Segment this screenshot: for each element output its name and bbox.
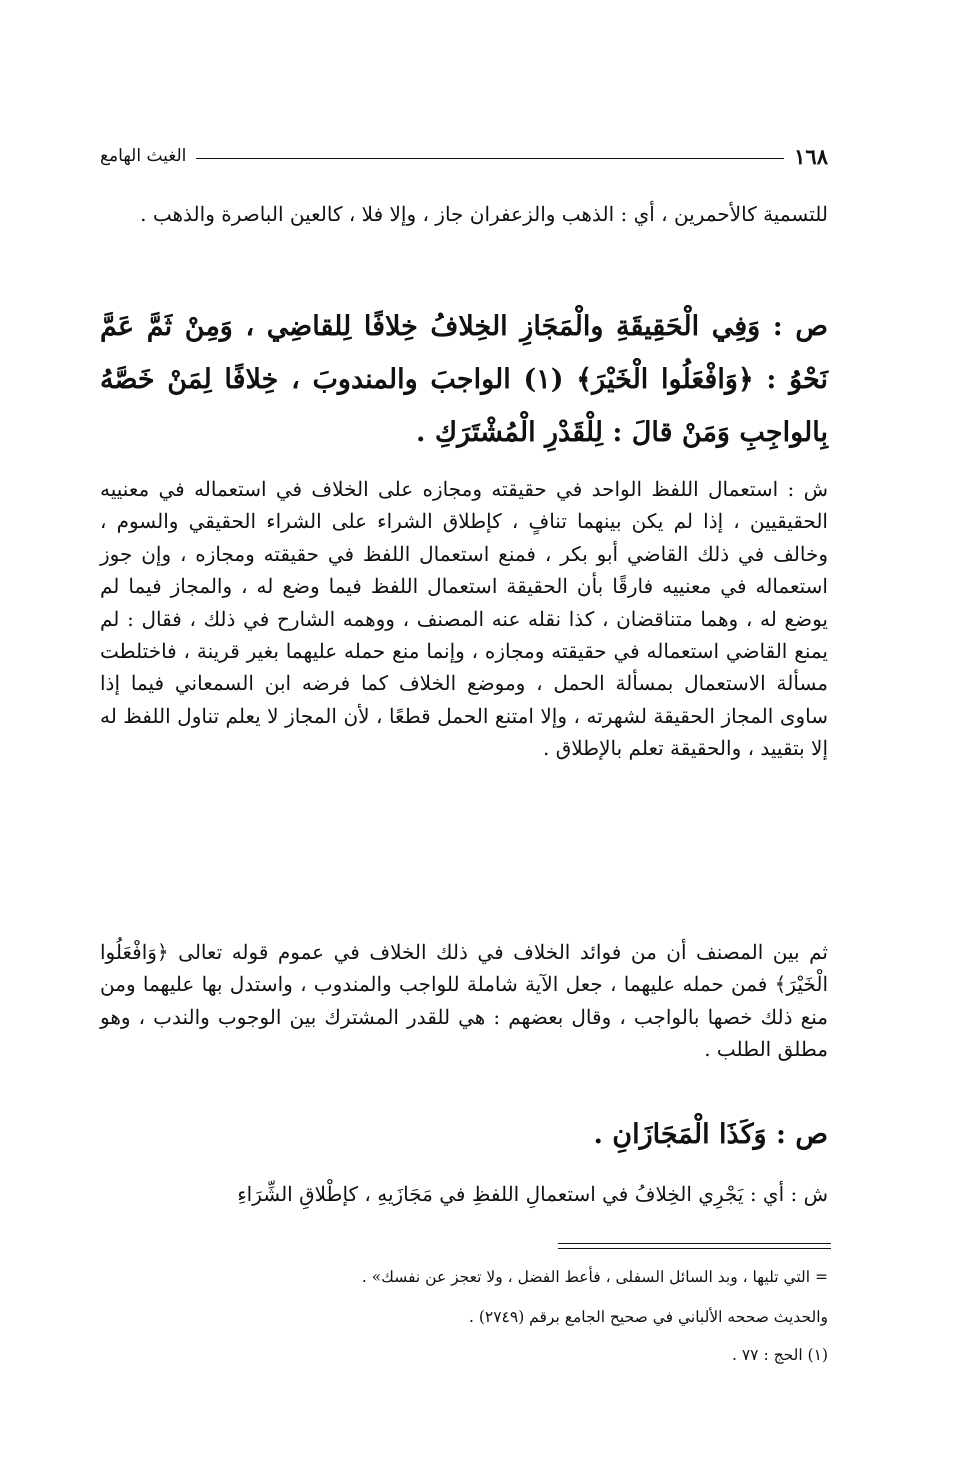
running-header bbox=[100, 144, 828, 168]
footnote-continuation: = التي تليها ، وبد السائل السفلى ، فأعط الفضل ، ولا تعجز عن نفسك» . bbox=[361, 1268, 828, 1286]
footnote-rule bbox=[558, 1248, 831, 1249]
commentary-paragraph-2: ش : استعمال اللفظ الواحد في حقيقته ومجازه على الخلاف في استعماله في معنييه الحقيقيين ، إذا لم يكن بينهما تنافٍ ، كإطلاق الشراء على الشراء الحقيقي والسوم ، وخالف في ذلك القاضي أبو بكر ، فمنع استعمال اللفظ في حقيقته ومجازه ، وإن جوز استعماله في معنييه فارقًا بأن الحقيقة استعمال اللفظ فيما وضع له ، والمجاز فيما لم يوضع له ، وهما متناقضان ، كذا نقله عنه المصنف ، ووهمه الشارح في ذلك ، فقال : لم يمنع القاضي استعماله في حقيقته ومجازه ، وإنما منع حمله عليهما بغير قرينة ، فاختلطت مسألة الاستعمال بمسألة الحمل ، وموضع الخلاف كما فرضه ابن السمعاني فيما إذا ساوى المجاز الحقيقة لشهرته ، وإلا امتنع الحمل قطعًا ، لأن المجاز لا يعلم تناول اللفظ له إلا بتقييد ، والحقيقة تعلم بالإطلاق . bbox=[100, 477, 828, 761]
commentary-paragraph-3: ثم بين المصنف أن من فوائد الخلاف في ذلك الخلاف في عموم قوله تعالى ﴿وَافْعَلُوا الْخَيْرَ﴾ فمن حمله عليهما ، جعل الآية شاملة للواجب والمندوب ، واستدل بها عليهما ومن منع ذلك خصها بالواجب ، وقال بعضهم : هي للقدر المشترك بين الوجوب والندب ، وهو مطلق الطلب . bbox=[100, 940, 828, 1062]
page-number: ١٦٨ bbox=[794, 143, 828, 169]
commentary-paragraph-1: للتسمية كالأحمرين ، أي : الذهب والزعفران جاز ، وإلا فلا ، كالعين الباصرة والذهب . bbox=[140, 202, 828, 226]
footnote-1: (١) الحج : ٧٧ . bbox=[732, 1346, 828, 1364]
matn-passage-1: ص : وَفِي الْحَقِيقَةِ والْمَجَازِ الخِلافُ خِلافًا لِلقاضِي ، وَمِنْ ثَمَّ عَمَّ نَحْوُ : ﴿وَافْعَلُوا الْخَيْرَ﴾ (١) الواجبَ والمندوبَ ، خِلافًا لِمَنْ خَصَّهُ بِالواجِبِ وَمَنْ قالَ : لِلْقَدْرِ الْمُشْتَرَكِ . bbox=[100, 311, 829, 448]
commentary-paragraph-4: ش : أي : يَجْرِي الخِلافُ في استعمالِ اللفظِ في مَجَازَيهِ ، كإطْلاقِ الشِّرَاءِ bbox=[237, 1182, 828, 1206]
footnote-rule bbox=[558, 1243, 831, 1244]
footnote-hadith-grading: والحديث صححه الألباني في صحيح الجامع برقم (٢٧٤٩) . bbox=[468, 1308, 828, 1326]
matn-passage-2: ص : وَكَذَا الْمَجَازَانِ . bbox=[593, 1119, 828, 1150]
book-title: الغيث الهامع bbox=[100, 146, 187, 166]
header-rule bbox=[196, 158, 784, 159]
